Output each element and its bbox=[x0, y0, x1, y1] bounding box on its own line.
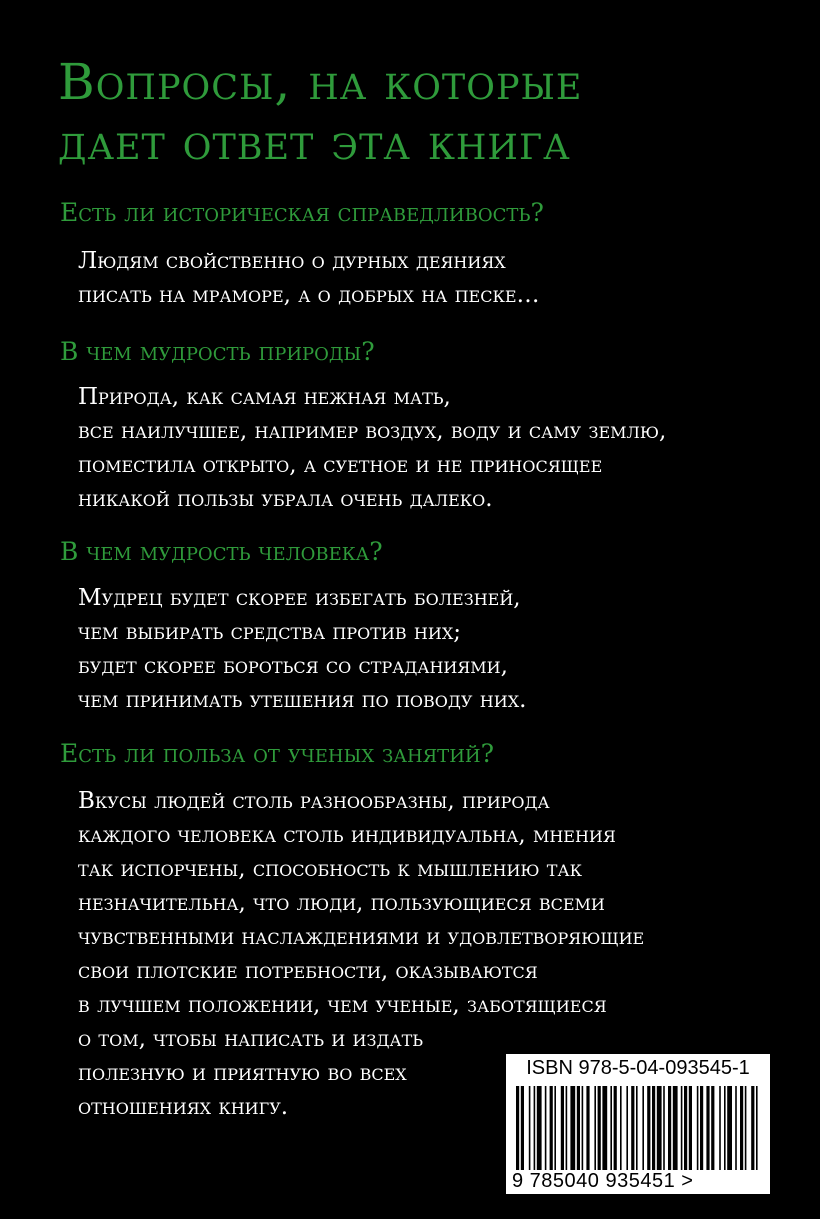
text-line: отношениях книгу. bbox=[78, 1094, 289, 1120]
text-line: так испорчены, способность к мышлению так bbox=[78, 856, 582, 882]
text-line: свои плотские потребности, оказываются bbox=[78, 958, 538, 984]
barcode-bar bbox=[631, 1086, 634, 1170]
barcode-bar bbox=[582, 1086, 584, 1170]
barcode-bar bbox=[561, 1086, 564, 1170]
barcode-bar bbox=[756, 1086, 758, 1170]
barcode-bar bbox=[586, 1086, 589, 1170]
barcode-bar bbox=[602, 1086, 607, 1170]
barcode-bar bbox=[636, 1086, 638, 1170]
text-line: чувственными наслаждениями и удовлетворяющие bbox=[78, 924, 645, 950]
barcode-bar bbox=[614, 1086, 617, 1170]
barcode-bar bbox=[663, 1086, 665, 1170]
barcode-bar bbox=[642, 1086, 644, 1170]
barcode-bar bbox=[550, 1086, 553, 1170]
barcode-bar bbox=[740, 1086, 743, 1170]
cover-title-line-1: Вопросы, на которые bbox=[58, 53, 583, 111]
barcode-bar bbox=[711, 1086, 714, 1170]
barcode-bar bbox=[657, 1086, 662, 1170]
barcode-bar bbox=[689, 1086, 692, 1170]
text-line: Вкусы людей столь разнообразны, природа bbox=[78, 788, 550, 814]
cover-title bbox=[58, 52, 778, 172]
barcode-bar bbox=[727, 1086, 732, 1170]
barcode-bar bbox=[534, 1086, 536, 1170]
barcode-bar bbox=[751, 1086, 754, 1170]
section-heading-justice: Есть ли историческая справедливость? bbox=[60, 198, 544, 227]
text-line: в лучшем положении, чем ученые, заботящиеся bbox=[78, 992, 607, 1018]
barcode-bar bbox=[724, 1086, 726, 1170]
barcode-bar bbox=[598, 1086, 601, 1170]
barcode-bar bbox=[673, 1086, 678, 1170]
barcode-bar bbox=[735, 1086, 737, 1170]
barcode-bar bbox=[529, 1086, 531, 1170]
barcode-bar bbox=[577, 1086, 580, 1170]
text-line: незначительна, что люди, пользующиеся всеми bbox=[78, 890, 605, 916]
section-heading-human: В чем мудрость человека? bbox=[60, 537, 383, 566]
barcode-bar bbox=[668, 1086, 671, 1170]
barcode-bar bbox=[684, 1086, 687, 1170]
text-line: полезную и приятную во всех bbox=[78, 1060, 407, 1086]
text-line: Мудрец будет скорее избегать болезней, bbox=[78, 585, 521, 611]
barcode-bar bbox=[700, 1086, 703, 1170]
ean-digits: 9 785040 935451 > bbox=[512, 1170, 694, 1192]
text-line: будет скорее бороться со страданиями, bbox=[78, 653, 508, 679]
text-line: чем выбирать средства против них; bbox=[78, 619, 461, 645]
barcode-bar bbox=[681, 1086, 683, 1170]
text-line: о том, чтобы написать и издать bbox=[78, 1026, 424, 1052]
text-line: поместила открыто, а суетное и не приносящее bbox=[78, 452, 603, 478]
isbn-barcode bbox=[506, 1054, 770, 1194]
barcode-bar bbox=[516, 1086, 519, 1170]
barcode-bar bbox=[545, 1086, 547, 1170]
barcode-bar bbox=[626, 1086, 628, 1170]
text-line: никакой пользы убрала очень далеко. bbox=[78, 486, 493, 512]
barcode-bar bbox=[745, 1086, 747, 1170]
barcode-bar bbox=[594, 1086, 596, 1170]
isbn-label: ISBN 978-5-04-093545-1 bbox=[526, 1057, 750, 1079]
text-line: все наилучшее, например воздух, воду и саму землю, bbox=[78, 418, 667, 444]
section-text-justice bbox=[78, 244, 540, 312]
text-line: Природа, как самая нежная мать, bbox=[78, 384, 451, 410]
barcode-bar bbox=[521, 1086, 524, 1170]
barcode-bar bbox=[554, 1086, 556, 1170]
section-text-human bbox=[78, 581, 526, 717]
barcode-bar bbox=[719, 1086, 721, 1170]
text-line: писать на мраморе, а о добрых на песке… bbox=[78, 282, 540, 308]
barcode-bar bbox=[566, 1086, 568, 1170]
barcode-bar bbox=[706, 1086, 709, 1170]
barcode-bar bbox=[537, 1086, 542, 1170]
barcode-bars bbox=[514, 1086, 762, 1170]
barcode-bar bbox=[697, 1086, 699, 1170]
barcode-bar bbox=[610, 1086, 612, 1170]
section-heading-nature: В чем мудрость природы? bbox=[60, 337, 375, 366]
text-line: каждого человека столь индивидуальна, мнения bbox=[78, 822, 616, 848]
cover-title-line-2: дает ответ эта книга bbox=[58, 113, 571, 171]
section-heading-study: Есть ли польза от ученых занятий? bbox=[60, 739, 494, 768]
barcode-bar bbox=[647, 1086, 650, 1170]
barcode-bar bbox=[620, 1086, 622, 1170]
text-line: Людям свойственно о дурных деяниях bbox=[78, 248, 506, 274]
barcode-bar bbox=[652, 1086, 655, 1170]
text-line: чем принимать утешения по поводу них. bbox=[78, 687, 527, 713]
section-text-nature bbox=[78, 380, 666, 516]
barcode-bar bbox=[570, 1086, 575, 1170]
